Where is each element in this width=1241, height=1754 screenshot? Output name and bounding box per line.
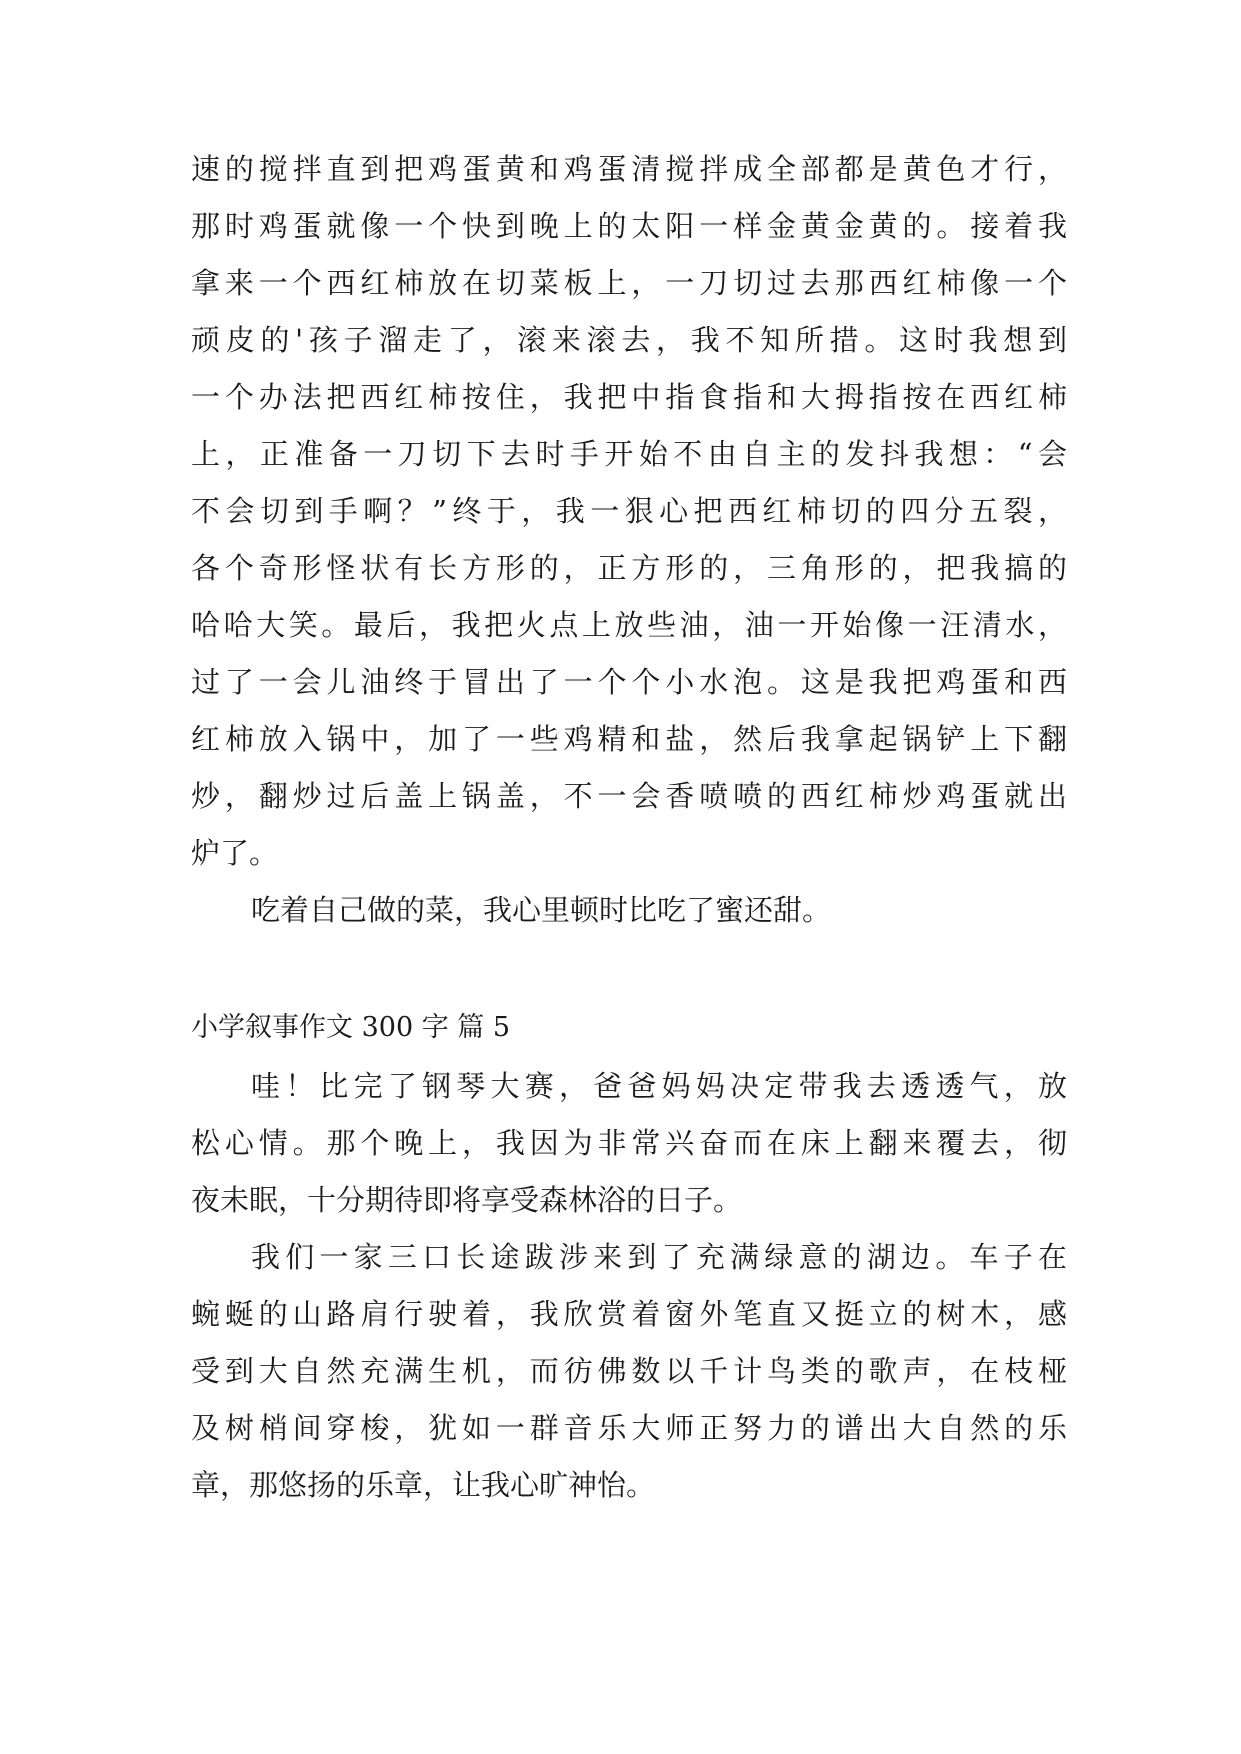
paragraph-line: 我们一家三口长途跋涉来到了充满绿意的湖边。车子在: [251, 1240, 1067, 1274]
paragraph-line: 蜿蜒的山路肩行驶着，我欣赏着窗外笔直又挺立的树木，感: [191, 1297, 1067, 1331]
paragraph-line: 过了一会儿油终于冒出了一个个小水泡。这是我把鸡蛋和西: [191, 665, 1067, 699]
paragraph-line: 炒，翻炒过后盖上锅盖，不一会香喷喷的西红柿炒鸡蛋就出: [191, 779, 1067, 813]
paragraph-line: 上，正准备一刀切下去时手开始不由自主的发抖我想：“会: [191, 437, 1067, 471]
paragraph-line: 哇！比完了钢琴大赛，爸爸妈妈决定带我去透透气，放: [251, 1069, 1067, 1103]
paragraph-line: 章，那悠扬的乐章，让我心旷神怡。: [191, 1468, 656, 1502]
paragraph-line: 拿来一个西红柿放在切菜板上，一刀切过去那西红柿像一个: [191, 266, 1067, 300]
paragraph-line: 炉了。: [191, 836, 279, 870]
paragraph-line: 受到大自然充满生机，而彷佛数以千计鸟类的歌声，在枝桠: [191, 1354, 1067, 1388]
paragraph-line: 吃着自己做的菜，我心里顿时比吃了蜜还甜。: [251, 893, 832, 927]
paragraph-line: 及树梢间穿梭，犹如一群音乐大师正努力的谱出大自然的乐: [191, 1411, 1067, 1445]
paragraph-line: 一个办法把西红柿按住，我把中指食指和大拇指按在西红柿: [191, 380, 1067, 414]
paragraph-line: 那时鸡蛋就像一个快到晚上的太阳一样金黄金黄的。接着我: [191, 209, 1067, 243]
paragraph-line: 松心情。那个晚上，我因为非常兴奋而在床上翻来覆去，彻: [191, 1126, 1067, 1160]
section-heading: 小学叙事作文 300 字 篇 5: [191, 1012, 511, 1043]
paragraph-line: 哈哈大笑。最后，我把火点上放些油，油一开始像一汪清水，: [191, 608, 1067, 642]
paragraph-line: 红柿放入锅中，加了一些鸡精和盐，然后我拿起锅铲上下翻: [191, 722, 1067, 756]
paragraph-line: 夜未眠，十分期待即将享受森林浴的日子。: [191, 1183, 743, 1217]
paragraph-line: 各个奇形怪状有长方形的，正方形的，三角形的，把我搞的: [191, 551, 1067, 585]
paragraph-line: 顽皮的'孩子溜走了，滚来滚去，我不知所措。这时我想到: [191, 323, 1067, 357]
paragraph-line: 速的搅拌直到把鸡蛋黄和鸡蛋清搅拌成全部都是黄色才行，: [191, 152, 1067, 186]
paragraph-line: 不会切到手啊？”终于，我一狠心把西红柿切的四分五裂，: [191, 494, 1067, 528]
